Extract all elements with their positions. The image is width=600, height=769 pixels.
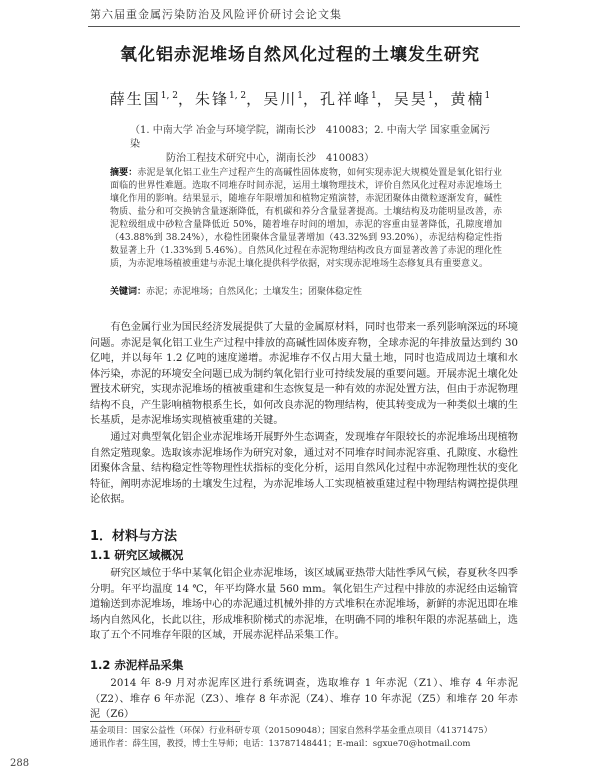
author-name: 孔祥峰 <box>319 90 371 108</box>
affiliations <box>130 124 490 166</box>
author-separator: ， <box>376 90 394 108</box>
keywords <box>110 286 502 299</box>
author-affiliation-marker: 1, 2 <box>228 91 247 101</box>
author-name: 黄楠 <box>450 90 485 108</box>
author-affiliation-marker: 1 <box>484 91 491 101</box>
affiliation-line-1: （1. 中南大学 冶金与环境学院，湖南长沙 410083；2. 中南大学 国家重金属污染 <box>130 125 490 150</box>
affiliation-line-2: 防治工程技术研究中心，湖南长沙 410083） <box>166 153 375 164</box>
author-name: 朱锋 <box>194 90 229 108</box>
body-paragraph: 2014 年 8-9 月对赤泥库区进行系统调查，选取堆存 1 年赤泥（Z1）、堆存 4 年赤泥（Z2）、堆存 6 年赤泥（Z3）、堆存 8 年赤泥（Z4）、堆存 10 年赤泥（Z5）和堆存 20 年赤泥（Z6） <box>90 678 518 720</box>
footnote <box>90 725 520 751</box>
author-affiliation-marker: 1 <box>297 91 303 101</box>
keywords-label: 关键词： <box>110 287 147 297</box>
paper-title: 氧化铝赤泥堆场自然风化过程的土壤发生研究 <box>120 45 480 65</box>
footnote-rule <box>90 721 240 722</box>
author-separator: ， <box>302 90 320 108</box>
author-affiliation-marker: 1 <box>370 91 377 101</box>
section-heading: 1．材料与方法 <box>90 529 178 544</box>
author-affiliation-marker: 1 <box>427 91 434 101</box>
corresponding-author-note: 通讯作者：薛生国，教授，博士生导师；电话：13787148441；E-mail：sgxue70@hotmail.com <box>90 739 471 749</box>
body-paragraph: 有色金属行业为国民经济发展提供了大量的金属原材料，同时也带来一系列影响深远的环境问题。赤泥是氧化铝工业生产过程中排放的高碱性固体废弃物，全球赤泥的年排放量达到约 30 亿吨，并以每年 1.2 亿吨的速度递增。赤泥堆存不仅占用大量土地，同时也造成周边土壤和水体污染，赤泥的环境安全问题已成为制约氧化铝行业可持续发展的重要问题。开展赤泥土壤化处置技术研究，实现赤泥堆场的植被重建和生态恢复是一种有效的赤泥处置方法，但由于赤泥物理结构不良，产生影响植物根系生长，如何改良赤泥的物理结构，使其转变成为一种类似土壤的生长基质，是赤泥堆场实现植被重建的关键。 <box>90 322 518 426</box>
author-list <box>0 88 600 109</box>
keywords-text: 赤泥；赤泥堆场；自然风化；土壤发生；团聚体稳定性 <box>146 287 363 297</box>
header-rule <box>88 26 520 27</box>
subsection-heading: 1.1 研究区域概况 <box>90 548 184 562</box>
author-separator: ， <box>433 90 451 108</box>
body-paragraph: 研究区域位于华中某氧化铝企业赤泥堆场，该区域属亚热带大陆性季风气候，春夏秋冬四季分明。年平均温度 14 ℃，年平均降水量 560 mm。氧化铝生产过程中排放的赤泥经由运输管道输送到赤泥堆场，堆场中心的赤泥通过机械外排的方式堆积在赤泥堆场，新鲜的赤泥迅即在堆场内自然风化，长此以往，形成堆积阶梯式的赤泥堆，在明确不同的堆积年限的赤泥基础上，选取了五个不同堆存年限的区域，开展赤泥样品采集工作。 <box>90 568 518 641</box>
running-header: 第六届重金属污染防治及风险评价研讨会论文集 <box>90 8 342 21</box>
funding-note: 基金项目：国家公益性（环保）行业科研专项（201509048）；国家自然科学基金重点项目（41371475） <box>90 726 493 736</box>
author-name: 吴昊 <box>393 90 428 108</box>
author-affiliation-marker: 1, 2 <box>160 91 178 101</box>
abstract-label: 摘要： <box>110 168 138 178</box>
abstract <box>110 167 502 271</box>
author-name: 吴川 <box>263 90 298 108</box>
subsection-heading: 1.2 赤泥样品采集 <box>90 658 184 672</box>
page-number: 288 <box>10 758 30 769</box>
abstract-text: 赤泥是氧化铝工业生产过程产生的高碱性固体废物，如何实现赤泥大规模处置是氧化铝行业面临的世界性难题。选取不同堆存时间赤泥，运用土壤物理技术，评价自然风化过程对赤泥堆场土壤化作用的影响。结果显示，随堆存年限增加和植物定殖演替，赤泥团聚体由微粒逐渐发育，碱性物质、盐分和可交换钠含量逐渐降低，有机碳和养分含量显著提高。土壤结构及功能明显改善，赤泥粒级组成中砂粒含量降低近 50%，随着堆存时间的增加，赤泥的容重由显著降低，孔隙度增加（43.88%到 38.24%），水稳性团聚体含量显著增加（43.32%到 93.20%），赤泥结构稳定性指数显著上升（1.33%到 5.46%）。自然风化过程在赤泥物理结构改良方面显著改善了赤泥的理化性质，为赤泥堆场植被重建与赤泥土壤化提供科学依据，对实现赤泥堆场生态修复具有重要意义。 <box>110 168 502 269</box>
author-separator: ， <box>246 90 264 108</box>
body-paragraph: 通过对典型氧化铝企业赤泥堆场开展野外生态调查，发现堆存年限较长的赤泥堆场出现植物自然定殖现象。选取该赤泥堆场作为研究对象，通过对不同堆存时间赤泥容重、孔隙度、水稳性团聚体含量、结构稳定性等物理性状指标的变化分析，运用自然风化过程中赤泥物理性状的变化特征，阐明赤泥堆场的土壤发生过程，为赤泥堆场人工实现植被重建过程中物理结构调控提供理论依据。 <box>90 432 518 505</box>
author-separator: ， <box>177 90 195 108</box>
author-name: 薛生国 <box>109 90 161 108</box>
